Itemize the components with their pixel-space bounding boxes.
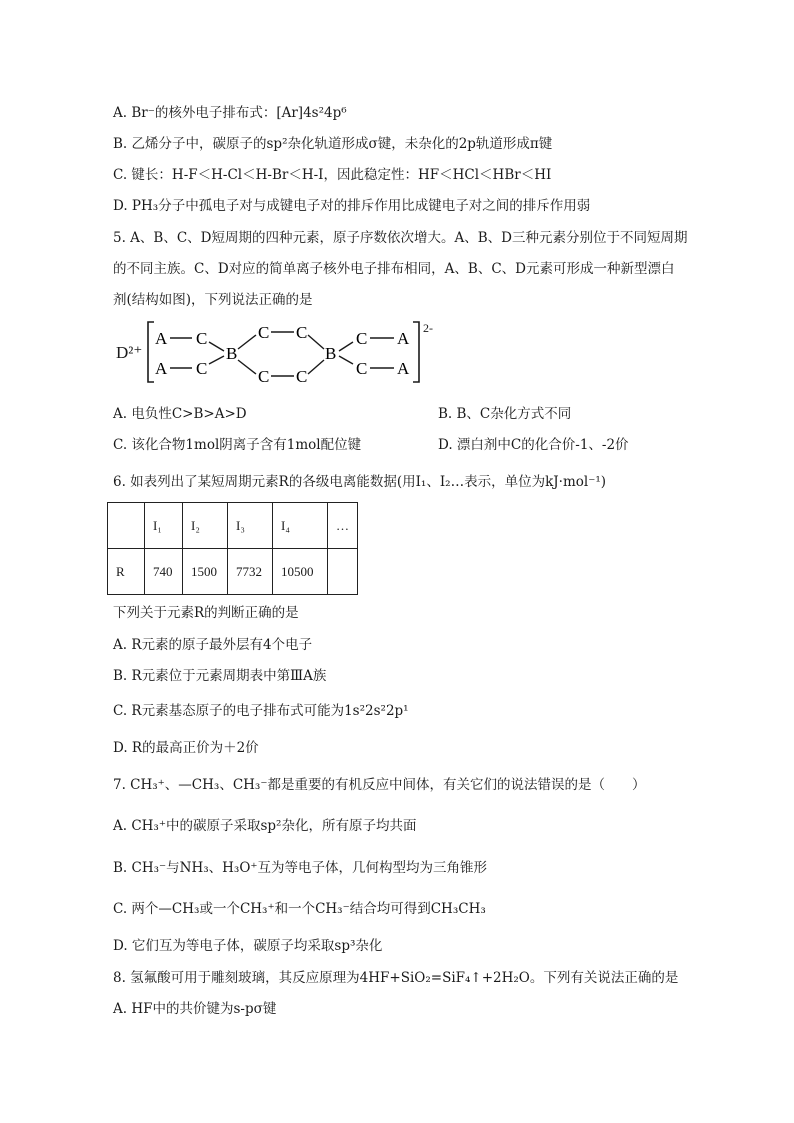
atom-c-ring-top-right: C <box>296 323 308 342</box>
atom-c-top-right: C <box>356 329 368 348</box>
table-header-cell: … <box>328 503 358 549</box>
q5-stem-line2: 的不同主族。C、D对应的简单离子核外电子排布相同，A、B、C、D元素可形成一种新型漂白 <box>113 261 675 277</box>
q7-option-d: D. 它们互为等电子体，碳原子均采取sp³杂化 <box>113 938 383 954</box>
left-bracket <box>148 322 154 382</box>
atom-c-ring-top-left: C <box>258 323 270 342</box>
q4-option-c: C. 键长：H-F＜H-Cl＜H-Br＜H-I，因此稳定性：HF＜HCl＜HBr＜HI <box>113 167 552 183</box>
table-cell <box>328 549 358 595</box>
table-header-cell: I₃ <box>228 503 273 549</box>
table-cell: 1500 <box>183 549 228 595</box>
q6-option-b: B. R元素位于元素周期表中第ⅢA族 <box>113 668 327 684</box>
table-cell: R <box>108 549 145 595</box>
q5-option-d: D. 漂白剂中C的化合价-1、-2价 <box>438 437 629 453</box>
q7-option-a: A. CH₃⁺中的碳原子采取sp²杂化，所有原子均共面 <box>113 818 417 834</box>
atom-b-left: B <box>226 344 238 363</box>
q5-stem-line3: 剂(结构如图)，下列说法正确的是 <box>113 292 313 308</box>
right-bracket <box>413 322 419 382</box>
table-header-row <box>108 503 358 549</box>
atom-a-top-right: A <box>397 329 410 348</box>
atom-c-ring-bottom-left: C <box>258 367 270 386</box>
q7-option-c: C. 两个—CH₃或一个CH₃⁺和一个CH₃⁻结合均可得到CH₃CH₃ <box>113 901 486 917</box>
atom-b-right: B <box>325 344 337 363</box>
q4-option-b: B. 乙烯分子中，碳原子的sp²杂化轨道形成σ键，未杂化的2p轨道形成π键 <box>113 136 553 152</box>
q5-option-c: C. 该化合物1mol阴离子含有1mol配位键 <box>113 437 362 453</box>
atom-a-top-left: A <box>155 329 168 348</box>
table-header-cell: I₄ <box>273 503 328 549</box>
q4-option-d: D. PH₃分子中孤电子对与成键电子对的排斥作用比成键电子对之间的排斥作用弱 <box>113 198 591 214</box>
q6-option-a: A. R元素的原子最外层有4个电子 <box>113 637 313 653</box>
q7-stem: 7. CH₃⁺、—CH₃、CH₃⁻都是重要的有机反应中间体，有关它们的说法错误的是（ ） <box>113 777 646 793</box>
q6-option-c: C. R元素基态原子的电子排布式可能为1s²2s²2p¹ <box>113 703 409 719</box>
atom-a-bottom-left: A <box>155 359 168 378</box>
ionization-energy-table <box>107 502 358 595</box>
q5-stem-line1: 5. A、B、C、D短周期的四种元素，原子序数依次增大。A、B、D三种元素分别位于不同短周期 <box>113 230 688 246</box>
q6-stem: 6. 如表列出了某短周期元素R的各级电离能数据(用I₁、I₂…表示，单位为kJ·mol⁻¹) <box>113 474 607 490</box>
atom-c-bottom-left: C <box>196 359 208 378</box>
table-cell: 740 <box>145 549 183 595</box>
table-header-cell <box>108 503 145 549</box>
table-cell: 10500 <box>273 549 328 595</box>
cation-label: D²⁺ <box>116 343 143 362</box>
q8-option-a: A. HF中的共价键为s-pσ键 <box>113 1001 277 1017</box>
table-row <box>108 549 358 595</box>
atom-c-top-left: C <box>196 329 208 348</box>
q7-option-b: B. CH₃⁻与NH₃、H₃O⁺互为等电子体，几何构型均为三角锥形 <box>113 860 488 876</box>
q6-option-d: D. R的最高正价为＋2价 <box>113 740 259 756</box>
table-cell: 7732 <box>228 549 273 595</box>
q6-prompt: 下列关于元素R的判断正确的是 <box>113 605 299 621</box>
anion-charge: 2- <box>423 321 433 335</box>
atom-c-bottom-right: C <box>356 359 368 378</box>
table-header-cell: I₁ <box>145 503 183 549</box>
atom-c-ring-bottom-right: C <box>296 367 308 386</box>
bleach-structure-diagram <box>110 318 450 388</box>
atom-a-bottom-right: A <box>397 359 410 378</box>
q5-option-b: B. B、C杂化方式不同 <box>438 406 572 422</box>
q5-option-a: A. 电负性C>B>A>D <box>113 406 247 422</box>
table-header-cell: I₂ <box>183 503 228 549</box>
q4-option-a: A. Br⁻的核外电子排布式：[Ar]4s²4p⁶ <box>113 105 347 121</box>
q8-stem: 8. 氢氟酸可用于雕刻玻璃，其反应原理为4HF+SiO₂=SiF₄↑+2H₂O。下列有关说法正确的是 <box>113 970 679 986</box>
